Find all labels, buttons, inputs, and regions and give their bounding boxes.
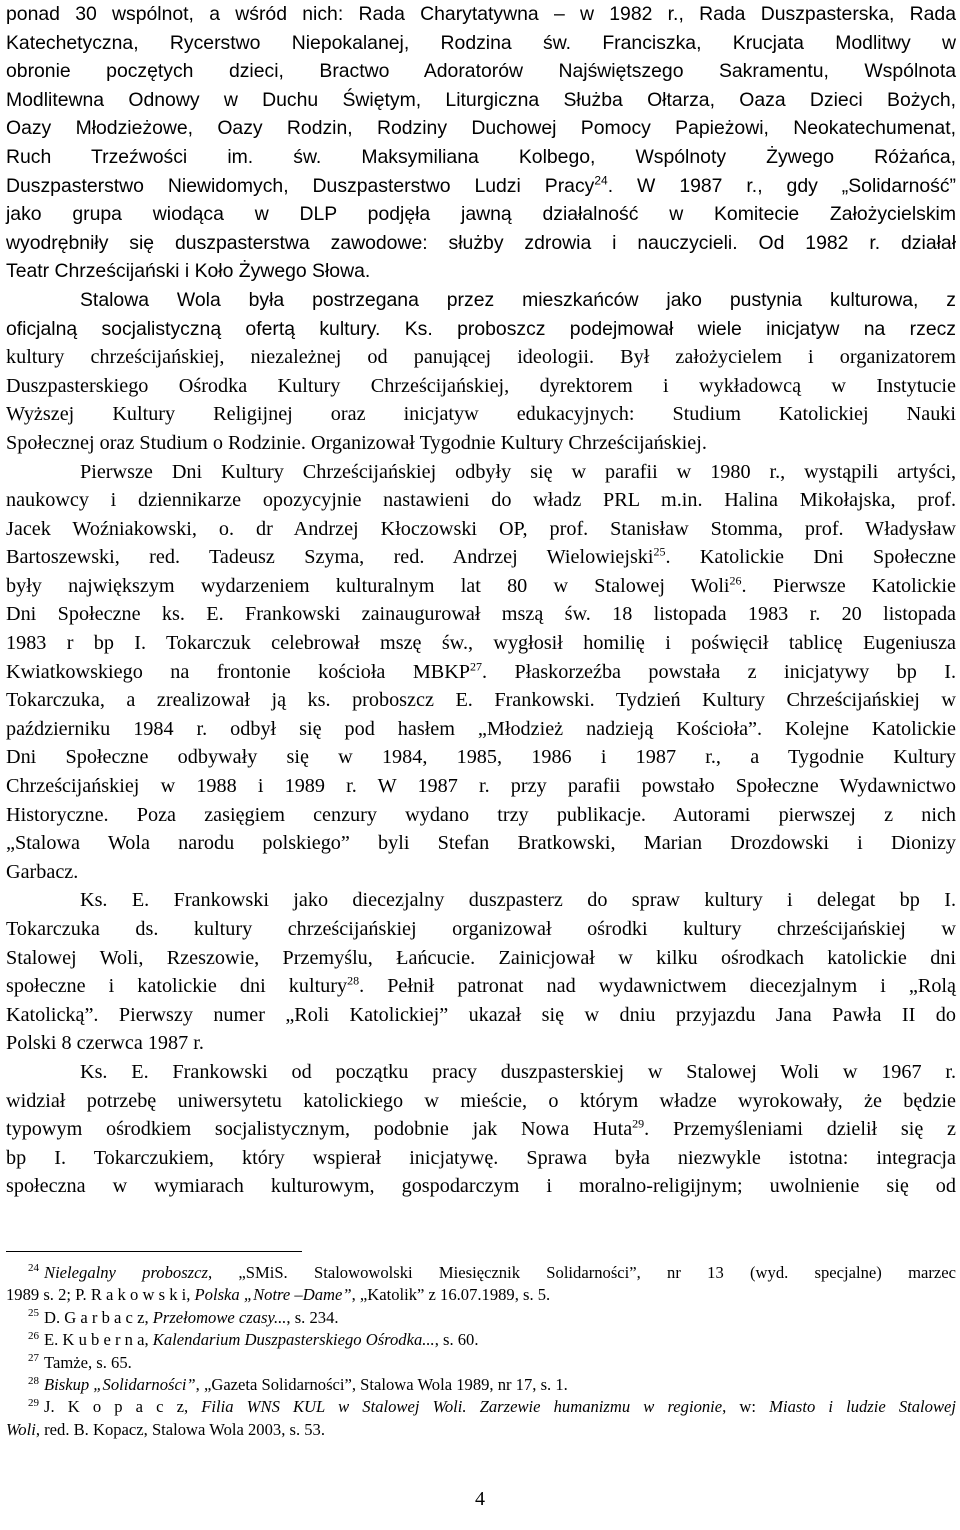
text-segment: . Pełnił patronat nad wydawnictwem diecezjalnym i „Rolą (359, 975, 956, 998)
text-line: Tokarczuka ds. kultury chrześcijańskiej organizował ośrodki kultury chrześcijańskiej w (6, 918, 956, 940)
footnote-number: 28 (28, 1374, 39, 1387)
paragraph-4 (6, 886, 956, 1058)
footnote-line (6, 1420, 325, 1439)
text-segment: . Płaskorzeźba powstała z inicjatywy bp I. (482, 660, 957, 683)
text-line: wyodrębniły się duszpasterstwa zawodowe: służby zdrowia i nauczycieli. Od 1982 r. działał (6, 231, 956, 254)
text-segment: były największym wydarzeniem kulturalnym lat 80 w Stalowej Woli (6, 574, 730, 597)
footnote-text: , s. 60. (434, 1330, 479, 1350)
footnote-text: , „Katolik” z 16.07.1989, s. 5. (351, 1285, 551, 1305)
footnote-text: 1989 s. 2; P. R a k o w s k i, (6, 1285, 195, 1305)
footnote-number: 25 (28, 1307, 39, 1320)
text-line: społeczna w wymiarach kulturowym, gospodarczym i moralno-religijnym; uwolnienie się od (6, 1175, 956, 1198)
text-line: Dni Społeczne odbywały się w 1984, 1985, 1986 i 1987 r., a Tygodnie Kultury (6, 746, 956, 769)
footnote-title: Biskup „Solidarności” (44, 1375, 196, 1395)
paragraph-2 (6, 286, 956, 458)
footnote-ref-27[interactable]: 27 (470, 658, 483, 673)
text-line: Modlitewna Odnowy w Duchu Świętym, Liturgiczna Służba Ołtarza, Oaza Dzieci Bożych, (6, 88, 956, 111)
text-line: Duszpasterskiego Ośrodka Kultury Chrześcijańskiej, dyrektorem i wykładowcą w Instytucie (6, 374, 956, 397)
text-line: widział potrzebę uniwersytetu katolickiego w mieście, o którym władze wyrokowały, że będzie (6, 1089, 956, 1112)
text-line: „Stalowa Wola narodu polskiego” byli Stefan Bratkowski, Marian Drozdowski i Dionizy (6, 832, 956, 855)
footnote-number: 26 (28, 1329, 39, 1342)
text-segment: . W 1987 r., gdy „Solidarność” (607, 174, 956, 197)
footnote-text: , s. 234. (286, 1307, 339, 1327)
text-line: Społecznej oraz Studium o Rodzinie. Organizował Tygodnie Kultury Chrześcijańskiej. (6, 431, 707, 454)
footnote-text: E. K u b e r n a, (44, 1330, 153, 1350)
paragraph-3 (6, 458, 956, 887)
text-segment: typowym ośrodkiem socjalistycznym, podobnie jak Nowa Huta (6, 1118, 633, 1141)
text-line: ponad 30 wspólnot, a wśród nich: Rada Charytatywna – w 1982 r., Rada Duszpasterska, Rada (6, 3, 956, 25)
footnote-text: J. K o p a c z, (44, 1397, 202, 1417)
footnote-line (6, 1396, 956, 1418)
text-line (6, 572, 956, 601)
text-line: bp I. Tokarczukiem, który wspierał inicjatywę. Sprawa była niezwykle istotna: integracja (6, 1146, 956, 1169)
footnote-text: , „SMiS. Stalowowolski Miesięcznik Solidarności”, nr 13 (wyd. specjalne) marzec (207, 1263, 956, 1282)
text-line: Polski 8 czerwca 1987 r. (6, 1032, 204, 1055)
text-line: oficjalną socjalistyczną ofertą kultury. Ks. proboszcz podejmował wiele inicjatyw na rzecz (6, 317, 956, 340)
text-line: październiku 1984 r. odbył się pod hasłem „Młodzież nadzieją Kościoła”. Kolejne Katolickie (6, 717, 956, 740)
paragraph-5 (6, 1058, 956, 1201)
text-line: Tokarczuka, a zrealizował ją ks. proboszcz E. Frankowski. Tydzień Kultury Chrześcijańskiej w (6, 689, 956, 712)
footnote-title: Miasto i ludzie Stalowej (769, 1397, 957, 1417)
text-segment: społeczne i katolickie dni kultury (6, 975, 348, 998)
text-line (6, 658, 956, 687)
text-line: Garbacz. (6, 860, 79, 883)
page-body (6, 0, 956, 1201)
footnote-title: Przełomowe czasy... (152, 1307, 287, 1327)
footnote-text: Tamże, s. 65. (44, 1352, 132, 1372)
footnote-title: Filia WNS KUL w Stalowej Woli. Zarzewie humanizmu w regionie (201, 1397, 723, 1417)
footnote-ref-25[interactable]: 25 (653, 544, 666, 559)
text-line: Stalowa Wola była postrzegana przez mieszkańców jako pustynia kulturowa, z (80, 288, 956, 311)
text-line: Oazy Młodzieżowe, Oazy Rodzin, Rodziny Duchowej Pomocy Papieżowi, Neokatechumenat, (6, 117, 956, 140)
footnote-title: Kalendarium Duszpasterskiego Ośrodka... (152, 1330, 435, 1350)
text-line: naukowcy i dziennikarze opozycyjnie nastawieni do władz PRL m.in. Halina Mikołajska, prof. (6, 489, 956, 512)
footnote-26 (6, 1329, 956, 1351)
text-line: Pierwsze Dni Kultury Chrześcijańskiej odbyły się w parafii w 1980 r., wystąpili artyści, (80, 460, 956, 483)
text-line (6, 1115, 956, 1144)
text-line (6, 172, 956, 201)
footnote-number: 24 (28, 1262, 39, 1275)
text-line: Historyczne. Poza zasięgiem cenzury wydano trzy publikacje. Autorami pierwszej z nich (6, 803, 956, 826)
text-line: Jacek Woźniakowski, o. dr Andrzej Kłoczowski OP, prof. Stanisław Stomma, prof. Władysław (6, 517, 956, 540)
footnote-ref-26[interactable]: 26 (729, 573, 742, 588)
footnote-title: Nielegalny proboszcz (44, 1263, 208, 1282)
paragraph-1 (6, 0, 956, 286)
text-segment: . Przemyśleniami dzielił się z (644, 1118, 956, 1141)
footnote-text: , w: (722, 1397, 770, 1417)
footnote-title: Woli (6, 1419, 36, 1439)
text-line (6, 543, 956, 572)
footnote-number: 29 (28, 1396, 39, 1409)
text-line (6, 972, 956, 1001)
text-line: Ks. E. Frankowski jako diecezjalny duszpasterz do spraw kultury i delegat bp I. (80, 889, 956, 912)
page-number: 4 (475, 1488, 485, 1510)
footnote-line (6, 1262, 956, 1284)
footnote-25 (6, 1307, 956, 1329)
text-line: Ruch Trzeźwości im. św. Maksymiliana Kolbego, Wspólnoty Żywego Różańca, (6, 145, 956, 168)
text-segment: . Pierwsze Katolickie (741, 574, 956, 597)
footnote-28 (6, 1374, 956, 1396)
text-segment: Kwiatkowskiego na frontonie kościoła MBKP (6, 660, 471, 683)
footnote-ref-28[interactable]: 28 (347, 973, 360, 988)
text-segment: Duszpasterstwo Niewidomych, Duszpasterstwo Ludzi Pracy (6, 174, 595, 197)
footnote-line (6, 1285, 550, 1304)
footnote-separator (6, 1251, 302, 1252)
footnote-ref-29[interactable]: 29 (632, 1116, 645, 1131)
text-line: Ks. E. Frankowski od początku pracy duszpasterskiej w Stalowej Woli w 1967 r. (80, 1060, 956, 1083)
footnote-title: Polska „Notre –Dame” (194, 1285, 352, 1305)
text-line: Katolicką”. Pierwszy numer „Roli Katolickiej” ukazał się w dniu przyjazdu Jana Pawła II do (6, 1003, 956, 1026)
text-line: Teatr Chrześcijański i Koło Żywego Słowa. (6, 260, 371, 283)
text-line: kultury chrześcijańskiej, niezależnej od panującej ideologii. Był założycielem i organizatorem (6, 346, 956, 369)
text-segment: Bartoszewski, red. Tadeusz Szyma, red. Andrzej Wielowiejski (6, 546, 654, 569)
footnote-29 (6, 1396, 956, 1441)
text-line: Wyższej Kultury Religijnej oraz inicjatyw edukacyjnych: Studium Katolickiej Nauki (6, 403, 956, 426)
text-line: obronie poczętych dzieci, Bractwo Adoratorów Najświętszego Sakramentu, Wspólnota (6, 60, 956, 83)
footnote-text: , „Gazeta Solidarności”, Stalowa Wola 1989, nr 17, s. 1. (195, 1375, 568, 1395)
text-line: Chrześcijańskiej w 1988 i 1989 r. W 1987 r. przy parafii powstało Społeczne Wydawnictwo (6, 775, 956, 798)
footnote-number: 27 (28, 1352, 39, 1365)
text-line: 1983 r bp I. Tokarczuk celebrował mszę św., wygłosił homilię i poświęcił tablicę Eugeniusza (6, 632, 956, 655)
footnote-24 (6, 1262, 956, 1307)
text-line: Stalowej Woli, Rzeszowie, Przemyślu, Łańcucie. Zainicjował w kilku ośrodkach katolickie dni (6, 946, 956, 969)
footnote-text: , red. B. Kopacz, Stalowa Wola 2003, s. 53. (35, 1419, 325, 1439)
footnote-27 (6, 1352, 956, 1374)
text-line: jako grupa wiodąca w DLP podjęła jawną działalność w Komitecie Założycielskim (6, 203, 956, 226)
text-line: Dni Społeczne ks. E. Frankowski zainaugurował mszą św. 18 listopada 1983 r. 20 listopada (6, 603, 956, 626)
footnote-ref-24[interactable]: 24 (594, 173, 608, 188)
text-line: Katechetyczna, Rycerstwo Niepokalanej, Rodzina św. Franciszka, Krucjata Modlitwy w (6, 31, 956, 54)
footnotes (6, 1262, 956, 1441)
footnote-text: D. G a r b a c z, (44, 1307, 153, 1327)
text-segment: . Katolickie Dni Społeczne (665, 546, 956, 569)
